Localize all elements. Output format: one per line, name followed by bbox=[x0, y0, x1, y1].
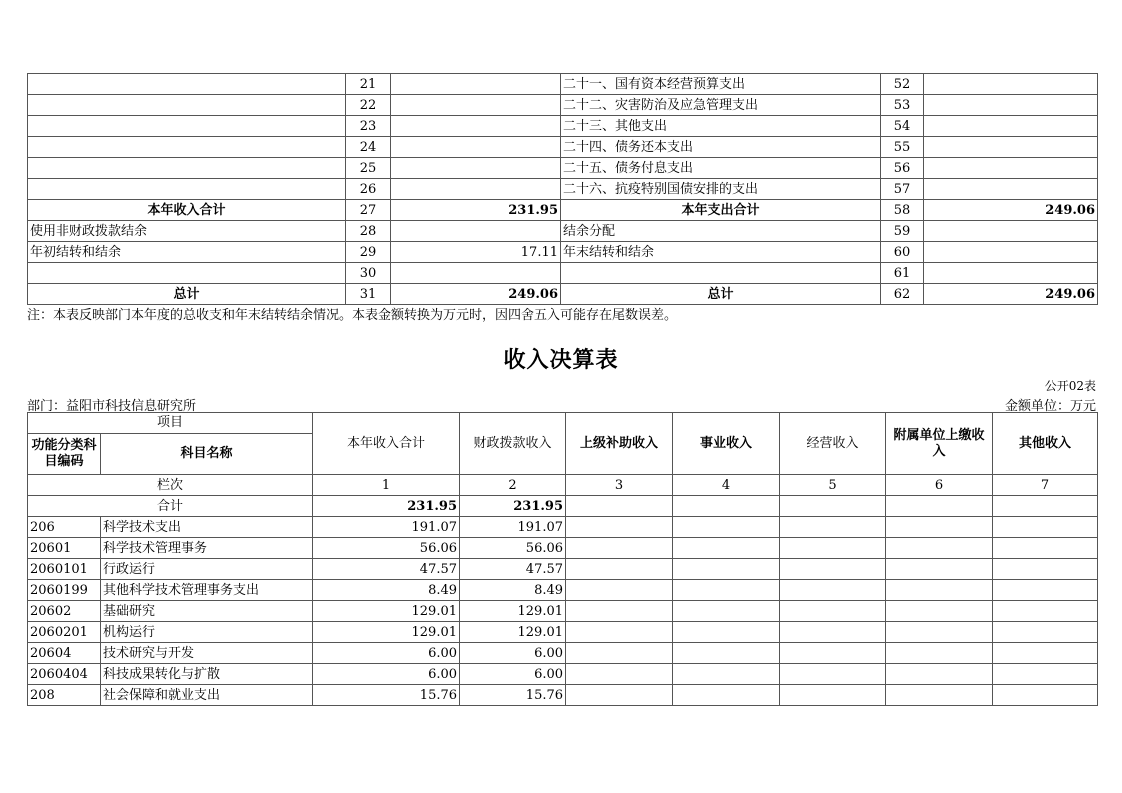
row-value bbox=[886, 517, 993, 538]
row-value: 129.01 bbox=[313, 622, 460, 643]
left-line-no: 31 bbox=[346, 284, 391, 305]
row-value bbox=[780, 664, 886, 685]
summary-row bbox=[28, 242, 1098, 263]
row-value bbox=[673, 622, 780, 643]
row-value bbox=[993, 622, 1098, 643]
row-value bbox=[566, 643, 673, 664]
table-row bbox=[28, 622, 1098, 643]
column-number: 3 bbox=[566, 475, 673, 496]
row-value: 47.57 bbox=[313, 559, 460, 580]
right-value bbox=[924, 95, 1098, 116]
row-value bbox=[780, 643, 886, 664]
row-value: 6.00 bbox=[460, 643, 566, 664]
total-value bbox=[993, 496, 1098, 517]
right-value bbox=[924, 74, 1098, 95]
row-code: 2060101 bbox=[28, 559, 101, 580]
left-line-no: 30 bbox=[346, 263, 391, 284]
row-code: 2060199 bbox=[28, 580, 101, 601]
column-no-label: 栏次 bbox=[28, 475, 313, 496]
row-name: 科学技术管理事务 bbox=[101, 538, 313, 559]
header-col-business: 事业收入 bbox=[673, 413, 780, 475]
right-value bbox=[924, 179, 1098, 200]
row-value: 191.07 bbox=[313, 517, 460, 538]
header-func-code: 功能分类科目编码 bbox=[28, 434, 101, 475]
summary-row bbox=[28, 116, 1098, 137]
table-row bbox=[28, 664, 1098, 685]
row-value bbox=[566, 517, 673, 538]
row-value bbox=[566, 601, 673, 622]
department-label: 部门：益阳市科技信息研究所 bbox=[27, 399, 197, 414]
right-line-no: 54 bbox=[881, 116, 924, 137]
row-value bbox=[780, 538, 886, 559]
row-name: 科学技术支出 bbox=[101, 517, 313, 538]
row-value bbox=[673, 580, 780, 601]
row-value: 15.76 bbox=[313, 685, 460, 706]
row-value bbox=[993, 538, 1098, 559]
total-value: 231.95 bbox=[460, 496, 566, 517]
row-code: 2060404 bbox=[28, 664, 101, 685]
right-line-no: 56 bbox=[881, 158, 924, 179]
row-value bbox=[780, 601, 886, 622]
row-value: 15.76 bbox=[460, 685, 566, 706]
row-value: 191.07 bbox=[460, 517, 566, 538]
total-row bbox=[28, 496, 1098, 517]
right-label bbox=[561, 263, 881, 284]
column-number: 4 bbox=[673, 475, 780, 496]
right-line-no: 58 bbox=[881, 200, 924, 221]
summary-row bbox=[28, 263, 1098, 284]
row-code: 2060201 bbox=[28, 622, 101, 643]
left-label bbox=[28, 74, 346, 95]
left-line-no: 29 bbox=[346, 242, 391, 263]
row-code: 208 bbox=[28, 685, 101, 706]
header-col-affiliated: 附属单位上缴收入 bbox=[886, 413, 993, 475]
column-number-row bbox=[28, 475, 1098, 496]
summary-body bbox=[28, 74, 1098, 305]
row-value bbox=[673, 685, 780, 706]
summary-row bbox=[28, 284, 1098, 305]
header-col-fiscal: 财政拨款收入 bbox=[460, 413, 566, 475]
right-value bbox=[924, 158, 1098, 179]
row-value bbox=[993, 601, 1098, 622]
summary-row bbox=[28, 95, 1098, 116]
column-number: 7 bbox=[993, 475, 1098, 496]
row-value bbox=[780, 622, 886, 643]
summary-table bbox=[27, 73, 1098, 305]
row-value bbox=[993, 559, 1098, 580]
left-value bbox=[391, 116, 561, 137]
page-title: 收入决算表 bbox=[503, 348, 619, 373]
income-body bbox=[28, 413, 1098, 706]
row-code: 20602 bbox=[28, 601, 101, 622]
left-label bbox=[28, 116, 346, 137]
row-value bbox=[886, 580, 993, 601]
row-value bbox=[886, 622, 993, 643]
right-line-no: 52 bbox=[881, 74, 924, 95]
right-value bbox=[924, 221, 1098, 242]
summary-row bbox=[28, 179, 1098, 200]
right-label: 二十三、其他支出 bbox=[561, 116, 881, 137]
left-label bbox=[28, 95, 346, 116]
row-value bbox=[566, 559, 673, 580]
left-line-no: 24 bbox=[346, 137, 391, 158]
right-line-no: 57 bbox=[881, 179, 924, 200]
left-value bbox=[391, 158, 561, 179]
row-code: 206 bbox=[28, 517, 101, 538]
row-value: 129.01 bbox=[460, 622, 566, 643]
left-value bbox=[391, 179, 561, 200]
income-table bbox=[27, 412, 1098, 706]
row-value: 6.00 bbox=[313, 643, 460, 664]
left-line-no: 27 bbox=[346, 200, 391, 221]
row-value: 56.06 bbox=[460, 538, 566, 559]
left-value: 17.11 bbox=[391, 242, 561, 263]
table-code: 公开02表 bbox=[1044, 379, 1096, 393]
row-value bbox=[780, 517, 886, 538]
row-value bbox=[993, 517, 1098, 538]
row-value bbox=[673, 517, 780, 538]
left-label: 总计 bbox=[28, 284, 346, 305]
right-label: 二十五、债务付息支出 bbox=[561, 158, 881, 179]
right-line-no: 53 bbox=[881, 95, 924, 116]
left-value bbox=[391, 221, 561, 242]
row-value bbox=[886, 664, 993, 685]
header-col-superior: 上级补助收入 bbox=[566, 413, 673, 475]
row-value bbox=[993, 643, 1098, 664]
left-value: 249.06 bbox=[391, 284, 561, 305]
left-line-no: 22 bbox=[346, 95, 391, 116]
total-value bbox=[886, 496, 993, 517]
row-value bbox=[993, 664, 1098, 685]
left-value bbox=[391, 263, 561, 284]
header-col-other: 其他收入 bbox=[993, 413, 1098, 475]
total-value bbox=[566, 496, 673, 517]
row-name: 其他科学技术管理事务支出 bbox=[101, 580, 313, 601]
row-value bbox=[566, 685, 673, 706]
table-row bbox=[28, 580, 1098, 601]
row-value bbox=[673, 664, 780, 685]
row-value bbox=[780, 685, 886, 706]
right-line-no: 59 bbox=[881, 221, 924, 242]
header-col-operating: 经营收入 bbox=[780, 413, 886, 475]
header-subject-name: 科目名称 bbox=[101, 434, 313, 475]
left-label bbox=[28, 179, 346, 200]
row-value bbox=[566, 622, 673, 643]
left-line-no: 26 bbox=[346, 179, 391, 200]
row-value bbox=[780, 580, 886, 601]
summary-row bbox=[28, 158, 1098, 179]
left-label bbox=[28, 263, 346, 284]
right-value bbox=[924, 137, 1098, 158]
row-value bbox=[780, 559, 886, 580]
row-name: 行政运行 bbox=[101, 559, 313, 580]
left-label bbox=[28, 137, 346, 158]
row-value bbox=[886, 601, 993, 622]
left-label bbox=[28, 158, 346, 179]
left-line-no: 28 bbox=[346, 221, 391, 242]
left-label: 使用非财政拨款结余 bbox=[28, 221, 346, 242]
left-line-no: 21 bbox=[346, 74, 391, 95]
right-line-no: 60 bbox=[881, 242, 924, 263]
row-name: 基础研究 bbox=[101, 601, 313, 622]
row-value: 129.01 bbox=[460, 601, 566, 622]
row-value bbox=[566, 664, 673, 685]
row-value: 6.00 bbox=[460, 664, 566, 685]
column-number: 5 bbox=[780, 475, 886, 496]
row-value bbox=[993, 580, 1098, 601]
summary-row bbox=[28, 221, 1098, 242]
column-number: 1 bbox=[313, 475, 460, 496]
right-label: 二十六、抗疫特别国债安排的支出 bbox=[561, 179, 881, 200]
right-line-no: 55 bbox=[881, 137, 924, 158]
right-value: 249.06 bbox=[924, 284, 1098, 305]
right-label: 二十二、灾害防治及应急管理支出 bbox=[561, 95, 881, 116]
row-name: 机构运行 bbox=[101, 622, 313, 643]
left-line-no: 25 bbox=[346, 158, 391, 179]
row-value bbox=[673, 538, 780, 559]
row-value: 129.01 bbox=[313, 601, 460, 622]
total-label: 合计 bbox=[28, 496, 313, 517]
table-note: 注：本表反映部门本年度的总收支和年末结转结余情况。本表金额转换为万元时，因四舍五入可能存在尾数误差。 bbox=[27, 308, 678, 323]
left-label: 本年收入合计 bbox=[28, 200, 346, 221]
row-value: 56.06 bbox=[313, 538, 460, 559]
header-row bbox=[28, 413, 1098, 434]
summary-row bbox=[28, 200, 1098, 221]
table-row bbox=[28, 685, 1098, 706]
header-item: 项目 bbox=[28, 413, 313, 434]
left-line-no: 23 bbox=[346, 116, 391, 137]
right-value bbox=[924, 263, 1098, 284]
column-number: 6 bbox=[886, 475, 993, 496]
left-label: 年初结转和结余 bbox=[28, 242, 346, 263]
row-code: 20604 bbox=[28, 643, 101, 664]
column-number: 2 bbox=[460, 475, 566, 496]
row-value: 47.57 bbox=[460, 559, 566, 580]
right-line-no: 61 bbox=[881, 263, 924, 284]
left-value bbox=[391, 95, 561, 116]
right-label: 年末结转和结余 bbox=[561, 242, 881, 263]
left-value: 231.95 bbox=[391, 200, 561, 221]
table-row bbox=[28, 643, 1098, 664]
right-line-no: 62 bbox=[881, 284, 924, 305]
total-value bbox=[673, 496, 780, 517]
right-label: 二十一、国有资本经营预算支出 bbox=[561, 74, 881, 95]
header-col-total: 本年收入合计 bbox=[313, 413, 460, 475]
row-value bbox=[673, 601, 780, 622]
total-value: 231.95 bbox=[313, 496, 460, 517]
row-value: 6.00 bbox=[313, 664, 460, 685]
left-value bbox=[391, 137, 561, 158]
row-value bbox=[673, 643, 780, 664]
table-row bbox=[28, 517, 1098, 538]
row-value: 8.49 bbox=[313, 580, 460, 601]
table-row bbox=[28, 601, 1098, 622]
row-value bbox=[566, 580, 673, 601]
right-label: 二十四、债务还本支出 bbox=[561, 137, 881, 158]
row-value bbox=[886, 538, 993, 559]
row-value bbox=[886, 643, 993, 664]
row-value: 8.49 bbox=[460, 580, 566, 601]
row-name: 社会保障和就业支出 bbox=[101, 685, 313, 706]
row-value bbox=[886, 559, 993, 580]
right-label: 结余分配 bbox=[561, 221, 881, 242]
right-label: 本年支出合计 bbox=[561, 200, 881, 221]
summary-row bbox=[28, 74, 1098, 95]
row-code: 20601 bbox=[28, 538, 101, 559]
summary-row bbox=[28, 137, 1098, 158]
row-name: 科技成果转化与扩散 bbox=[101, 664, 313, 685]
unit-label: 金额单位：万元 bbox=[1004, 399, 1096, 414]
row-value bbox=[993, 685, 1098, 706]
total-value bbox=[780, 496, 886, 517]
row-name: 技术研究与开发 bbox=[101, 643, 313, 664]
table-row bbox=[28, 559, 1098, 580]
right-value bbox=[924, 116, 1098, 137]
row-value bbox=[566, 538, 673, 559]
row-value bbox=[673, 559, 780, 580]
table-row bbox=[28, 538, 1098, 559]
right-value: 249.06 bbox=[924, 200, 1098, 221]
row-value bbox=[886, 685, 993, 706]
right-value bbox=[924, 242, 1098, 263]
right-label: 总计 bbox=[561, 284, 881, 305]
left-value bbox=[391, 74, 561, 95]
